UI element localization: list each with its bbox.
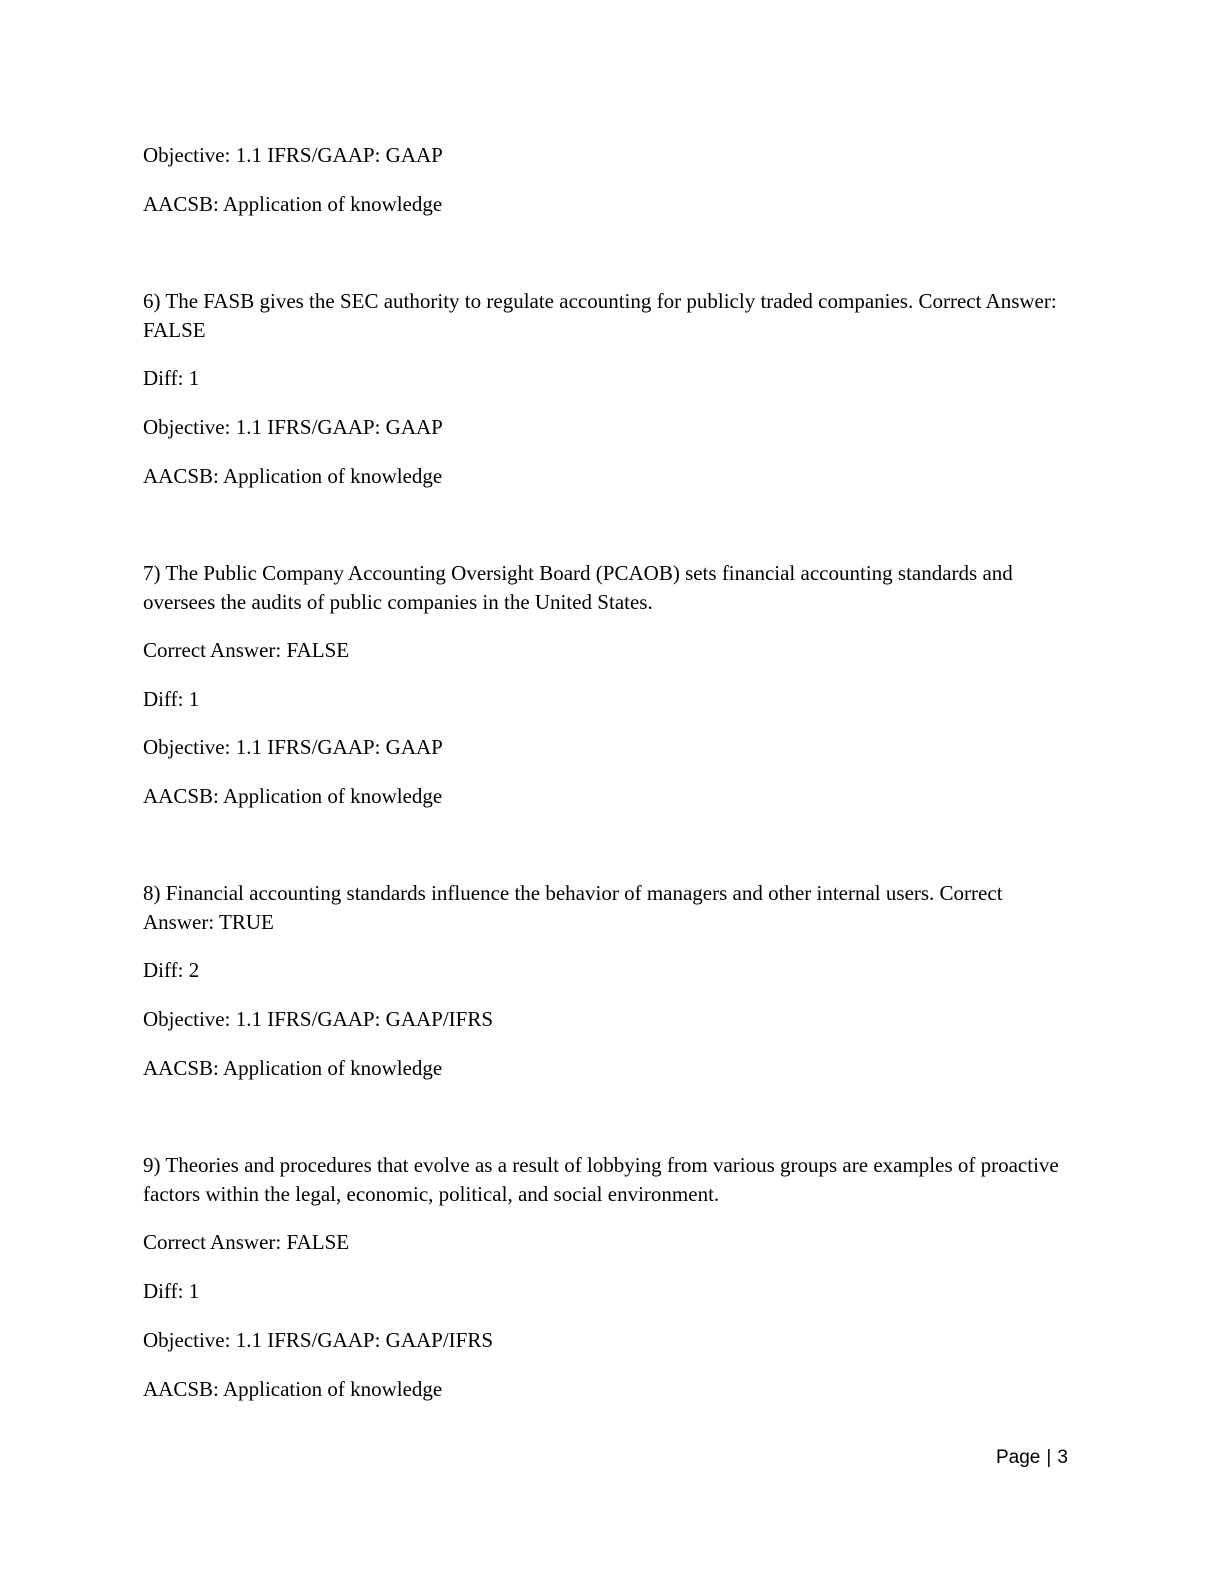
page-separator: |	[1046, 1447, 1052, 1468]
diff-line: Diff: 1	[143, 1279, 200, 1303]
diff-line: Diff: 1	[143, 366, 200, 390]
aacsb-line: AACSB: Application of knowledge	[143, 1377, 443, 1401]
page-label: Page	[996, 1447, 1041, 1468]
objective-line: Objective: 1.1 IFRS/GAAP: GAAP/IFRS	[143, 1007, 494, 1031]
aacsb-line: AACSB: Application of knowledge	[143, 192, 443, 216]
question-text: 6) The FASB gives the SEC authority to regulate accounting for publicly traded companies. Correct Answer: FALSE	[143, 289, 1057, 342]
diff-line: Diff: 2	[143, 958, 200, 982]
question-text: 7) The Public Company Accounting Oversight Board (PCAOB) sets financial accounting standards and oversees the audits of public companies in the United States.	[143, 561, 1013, 614]
correct-answer-line: Correct Answer: FALSE	[143, 1230, 350, 1254]
page-footer	[996, 1445, 1068, 1471]
question-text: 9) Theories and procedures that evolve as a result of lobbying from various groups are examples of proactive factors within the legal, economic, political, and social environment.	[143, 1153, 1059, 1206]
objective-line: Objective: 1.1 IFRS/GAAP: GAAP	[143, 143, 443, 167]
page-number: 3	[1057, 1447, 1068, 1468]
objective-line: Objective: 1.1 IFRS/GAAP: GAAP	[143, 415, 443, 439]
aacsb-line: AACSB: Application of knowledge	[143, 464, 443, 488]
aacsb-line: AACSB: Application of knowledge	[143, 784, 443, 808]
correct-answer-line: Correct Answer: FALSE	[143, 638, 350, 662]
objective-line: Objective: 1.1 IFRS/GAAP: GAAP	[143, 735, 443, 759]
diff-line: Diff: 1	[143, 687, 200, 711]
question-text: 8) Financial accounting standards influence the behavior of managers and other internal users. Correct Answer: TRUE	[143, 881, 1003, 934]
aacsb-line: AACSB: Application of knowledge	[143, 1056, 443, 1080]
objective-line: Objective: 1.1 IFRS/GAAP: GAAP/IFRS	[143, 1328, 494, 1352]
